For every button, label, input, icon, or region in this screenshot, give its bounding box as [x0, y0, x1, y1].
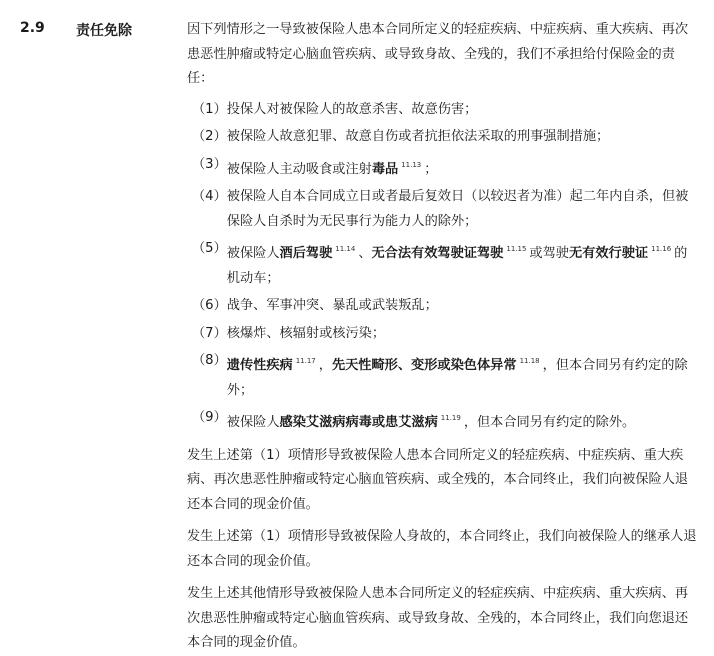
- item-number: （8）: [192, 353, 227, 368]
- item-text: 被保险人自本合同成立日或者最后复效日（以较迟者为准）起二年内自杀，但被保险人自杀时为无民事行为能力人的除外；: [226, 189, 689, 229]
- exclusion-item-8: [187, 349, 699, 403]
- item-text: 战争、军事冲突、暴乱或武装叛乱；: [226, 298, 438, 313]
- consequence-paragraph-3: 发生上述其他情形导致被保险人患本合同所定义的轻症疾病、中症疾病、重大疾病、再次患恶性肿瘤或特定心脑血管疾病、或导致身故、全残的，本合同终止，我们向您退还本合同的现金价值。: [187, 586, 689, 650]
- exclusion-item-4: [187, 185, 699, 234]
- defined-term-unlicensed-driving: 无合法有效驾驶证驾驶: [371, 246, 504, 261]
- defined-term-drunk-driving: 酒后驾驶: [279, 246, 333, 261]
- defined-term-congenital-anomaly: 先天性畸形、变形或染色体异常: [331, 358, 517, 373]
- item-text-part: 被保险人主动吸食或注射: [226, 161, 372, 177]
- exclusion-item-9: [187, 406, 699, 436]
- item-number: （9）: [192, 410, 227, 425]
- item-text-part: ，但本合同另有约定的除外。: [463, 415, 636, 430]
- item-text-part: 被保险人: [226, 415, 280, 430]
- section-content: [187, 18, 699, 656]
- defined-term-aids: 感染艾滋病病毒或患艾滋病: [279, 415, 438, 430]
- item-text: 被保险人故意犯罪、故意自伤或者抗拒依法采取的刑事强制措施；: [226, 129, 610, 144]
- item-text: [227, 406, 699, 436]
- exclusion-item-3: [187, 153, 699, 183]
- item-text-part: 被保险人: [226, 246, 280, 261]
- defined-term-drugs: 毒品: [371, 161, 399, 177]
- item-text: [227, 153, 699, 183]
- item-number: （2）: [192, 129, 227, 144]
- consequence-paragraph-1: 发生上述第（1）项情形导致被保险人患本合同所定义的轻症疾病、中症疾病、重大疾病、再次患恶性肿瘤或特定心脑血管疾病、或全残的，本合同终止，我们向被保险人退还本合同的现金价值。: [187, 447, 689, 512]
- consequence-paragraph-2: 发生上述第（1）项情形导致被保险人身故的，本合同终止，我们向被保险人的继承人退还本合同的现金价值。: [187, 529, 697, 569]
- footnote-ref: 11.13: [401, 160, 422, 169]
- intro-paragraph: 因下列情形之一导致被保险人患本合同所定义的轻症疾病、中症疾病、重大疾病、再次患恶性肿瘤或特定心脑血管疾病、或导致身故、全残的，我们不承担给付保险金的责任：: [187, 22, 689, 86]
- item-number: （7）: [192, 325, 227, 341]
- exclusion-item-7: [187, 322, 699, 347]
- item-text-part: ，但本合同另有约定的除外；: [226, 358, 688, 398]
- item-text-part: ，: [318, 358, 332, 373]
- item-number: （3）: [192, 156, 227, 172]
- item-number: （6）: [192, 298, 227, 313]
- item-number: （1）: [192, 101, 227, 117]
- item-text-part: 的机动车；: [226, 246, 688, 286]
- defined-term-no-vehicle-license: 无有效行驶证: [568, 246, 649, 261]
- item-text: [227, 349, 699, 403]
- defined-term-hereditary-disease: 遗传性疾病: [226, 358, 293, 373]
- footnote-ref: 11.17: [295, 357, 316, 365]
- item-text-part: 、: [358, 246, 372, 261]
- section-number: 2.9: [20, 20, 45, 36]
- item-text: 投保人对被保险人的故意杀害、故意伤害；: [226, 101, 478, 117]
- footnote-ref: 11.18: [519, 357, 540, 365]
- item-number: （5）: [192, 241, 227, 256]
- exclusion-item-2: [187, 125, 699, 150]
- footnote-ref: 11.15: [506, 245, 527, 253]
- item-text: [227, 237, 699, 291]
- section-title: 责任免除: [76, 23, 132, 39]
- exclusion-item-6: [187, 294, 699, 319]
- footnote-ref: 11.14: [335, 245, 356, 253]
- exclusion-item-1: [187, 98, 699, 123]
- footnote-ref: 11.19: [440, 414, 461, 422]
- item-text: 核爆炸、核辐射或核污染；: [226, 325, 386, 341]
- item-text-part: 或驾驶: [529, 246, 569, 261]
- item-number: （4）: [192, 189, 227, 204]
- footnote-ref: 11.16: [651, 245, 672, 253]
- item-text-part: ；: [424, 161, 438, 177]
- exclusion-item-5: [187, 237, 699, 291]
